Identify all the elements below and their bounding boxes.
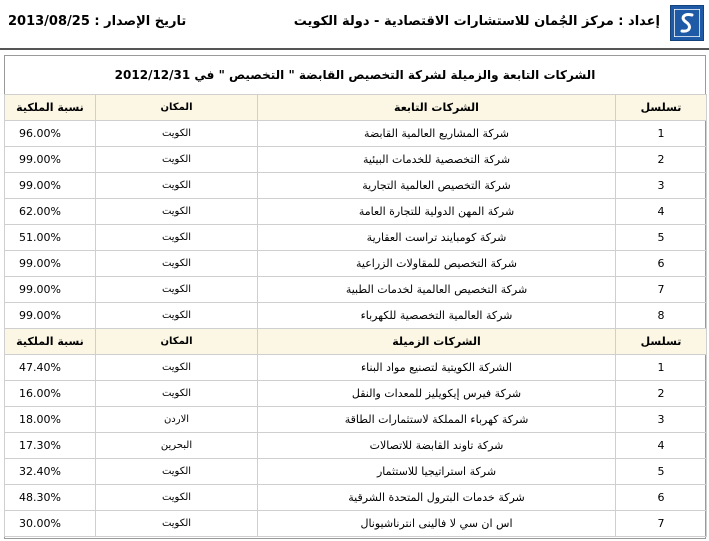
place-header: المكان xyxy=(96,95,258,121)
seq-cell: 6 xyxy=(616,251,707,277)
ownership-cell: 51.00% xyxy=(5,225,96,251)
place-cell: الكويت xyxy=(96,459,258,485)
company-cell: شركة كهرباء المملكة لاستثمارات الطاقة xyxy=(258,407,616,433)
seq-cell: 2 xyxy=(616,381,707,407)
table-row xyxy=(5,355,707,381)
place-cell: الكويت xyxy=(96,251,258,277)
table-row xyxy=(5,147,707,173)
companies-table xyxy=(4,94,707,537)
ownership-cell: 99.00% xyxy=(5,251,96,277)
company-cell: شركة العالمية التخصصية للكهرباء xyxy=(258,303,616,329)
subsidiaries-header: الشركات التابعة xyxy=(258,95,616,121)
place-header: المكان xyxy=(96,329,258,355)
ownership-cell: 18.00% xyxy=(5,407,96,433)
seq-cell: 5 xyxy=(616,225,707,251)
place-cell: الكويت xyxy=(96,173,258,199)
table-row xyxy=(5,225,707,251)
company-cell: شركة خدمات البترول المتحدة الشرقية xyxy=(258,485,616,511)
place-cell: الكويت xyxy=(96,277,258,303)
table-row xyxy=(5,511,707,537)
company-logo xyxy=(670,5,704,41)
company-cell: شركة استراتيجيا للاستثمار xyxy=(258,459,616,485)
place-cell: الكويت xyxy=(96,381,258,407)
company-cell: شركة تاوند القابضة للاتصالات xyxy=(258,433,616,459)
ownership-cell: 62.00% xyxy=(5,199,96,225)
ownership-header: نسبة الملكية xyxy=(5,95,96,121)
place-cell: الكويت xyxy=(96,147,258,173)
seq-cell: 6 xyxy=(616,485,707,511)
table-row xyxy=(5,251,707,277)
place-cell: الكويت xyxy=(96,511,258,537)
table-row xyxy=(5,381,707,407)
table-row xyxy=(5,199,707,225)
company-cell: شركة التخصيص العالمية لخدمات الطبية xyxy=(258,277,616,303)
table-row xyxy=(5,459,707,485)
seq-cell: 3 xyxy=(616,173,707,199)
ownership-cell: 99.00% xyxy=(5,277,96,303)
table-row xyxy=(5,407,707,433)
company-cell: شركة المشاريع العالمية القابضة xyxy=(258,121,616,147)
seq-cell: 1 xyxy=(616,355,707,381)
company-cell: شركة التخصصية للخدمات البيئية xyxy=(258,147,616,173)
subsidiaries-header-row xyxy=(5,95,707,121)
ownership-cell: 99.00% xyxy=(5,173,96,199)
ownership-cell: 47.40% xyxy=(5,355,96,381)
seq-cell: 8 xyxy=(616,303,707,329)
seq-cell: 7 xyxy=(616,511,707,537)
place-cell: الكويت xyxy=(96,199,258,225)
report-title: الشركات التابعة والزميلة لشركة التخصيص القابضة " التخصيص " في 2012/12/31 xyxy=(114,68,596,82)
company-cell: الشركة الكويتية لتصنيع مواد البناء xyxy=(258,355,616,381)
table-row xyxy=(5,277,707,303)
seq-header: تسلسل xyxy=(616,329,707,355)
seq-cell: 2 xyxy=(616,147,707,173)
seq-cell: 5 xyxy=(616,459,707,485)
seq-cell: 4 xyxy=(616,433,707,459)
ownership-cell: 99.00% xyxy=(5,303,96,329)
header-divider xyxy=(0,48,709,50)
place-cell: الكويت xyxy=(96,303,258,329)
place-cell: الكويت xyxy=(96,485,258,511)
associates-header: الشركات الزميلة xyxy=(258,329,616,355)
ownership-header: نسبة الملكية xyxy=(5,329,96,355)
table-row xyxy=(5,121,707,147)
ownership-cell: 32.40% xyxy=(5,459,96,485)
place-cell: الاردن xyxy=(96,407,258,433)
company-cell: شركة المهن الدولية للتجارة العامة xyxy=(258,199,616,225)
company-cell: شركة التخصيص العالمية التجارية xyxy=(258,173,616,199)
ownership-cell: 16.00% xyxy=(5,381,96,407)
company-cell: اس ان سي لا فالينى انترناشيونال xyxy=(258,511,616,537)
report-header xyxy=(0,0,709,48)
table-row xyxy=(5,433,707,459)
ownership-cell: 99.00% xyxy=(5,147,96,173)
ownership-cell: 30.00% xyxy=(5,511,96,537)
ownership-cell: 17.30% xyxy=(5,433,96,459)
seq-header: تسلسل xyxy=(616,95,707,121)
place-cell: البحرين xyxy=(96,433,258,459)
table-row xyxy=(5,173,707,199)
table-row xyxy=(5,485,707,511)
ownership-cell: 96.00% xyxy=(5,121,96,147)
place-cell: الكويت xyxy=(96,121,258,147)
place-cell: الكويت xyxy=(96,355,258,381)
ownership-cell: 48.30% xyxy=(5,485,96,511)
company-cell: شركة فيرس إيكويليز للمعدات والنقل xyxy=(258,381,616,407)
company-cell: شركة التخصيص للمقاولات الزراعية xyxy=(258,251,616,277)
seq-cell: 3 xyxy=(616,407,707,433)
issue-date: تاريخ الإصدار : 2013/08/25 xyxy=(8,14,187,29)
seq-cell: 1 xyxy=(616,121,707,147)
place-cell: الكويت xyxy=(96,225,258,251)
associates-header-row xyxy=(5,329,707,355)
seq-cell: 4 xyxy=(616,199,707,225)
seq-cell: 7 xyxy=(616,277,707,303)
table-row xyxy=(5,303,707,329)
logo-mark-icon xyxy=(674,9,700,37)
company-cell: شركة كومبايند تراست العقارية xyxy=(258,225,616,251)
issuer-label: إعداد : مركز الجُمان للاستشارات الاقتصادية - دولة الكويت xyxy=(293,14,660,29)
